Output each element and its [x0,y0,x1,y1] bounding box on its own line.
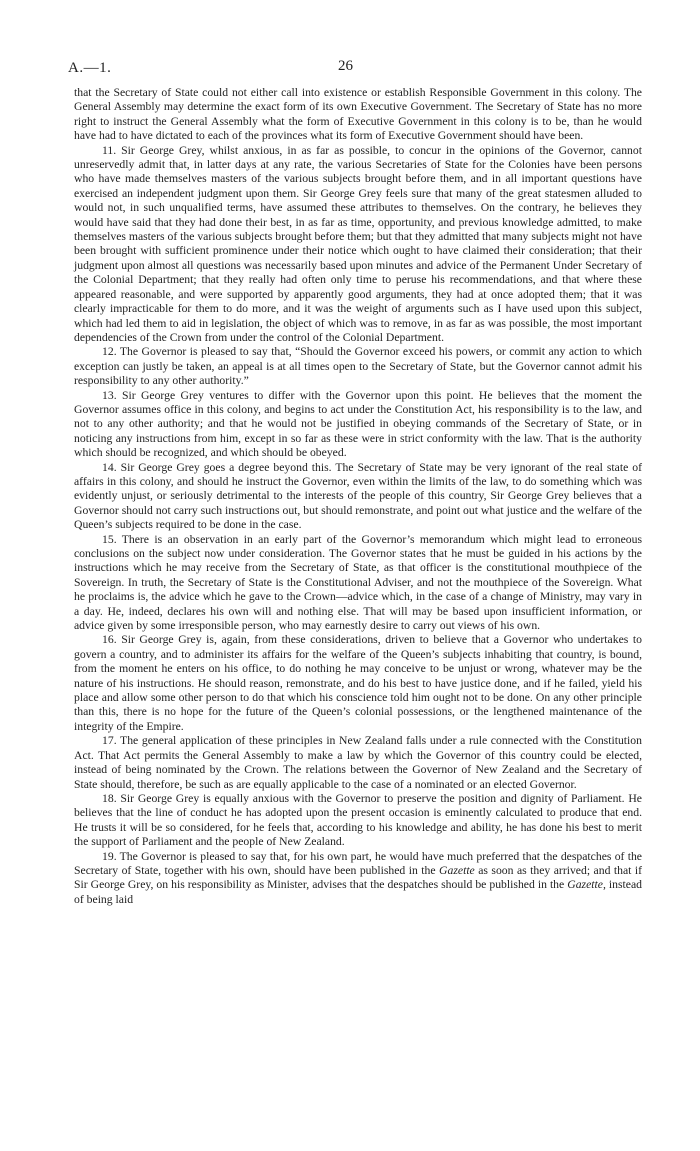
paragraph-12: 12. The Governor is pleased to say that, “Should the Governor exceed his powers, or commit any action to which exception can justly be taken, an appeal is at all times open to the Secretary of State, but the Governor cannot admit his responsibility to any other authority.” [74,345,642,388]
body-text [74,86,642,907]
paragraph-17: 17. The general application of these principles in New Zealand falls under a rule connected with the Constitution Act. That Act permits the General Assembly to make a law by which the Governor of this country could be elected, instead of being nominated by the Crown. The relations between the Governor of New Zealand and the Secretary of State should, therefore, be such as are equally applicable to the case of a nominated or an elected Governor. [74,734,642,791]
gazette-italic-1: Gazette [439,863,475,877]
paragraph-11: 11. Sir George Grey, whilst anxious, in as far as possible, to concur in the opinions of the Governor, cannot unreservedly admit that, in latter days at any rate, the various Secretaries of State for the Colonies have been persons who have made themselves masters of the various subjects brought before them, and in all important questions have exercised an independent judgment upon them. Sir George Grey feels sure that many of the great statesmen alluded to would not, in such unqualified terms, have assumed these attributes to themselves. On the contrary, he believes they would have said that they had done their best, in as far as time, opportunity, and previous knowledge admitted, to make themselves masters of the various subjects brought before them; but that they admitted that many subjects might not have been brought with sufficient prominence under their notice which ought to have claimed their consideration; that their judgment upon almost all questions was necessarily based upon minutes and advice of the Permanent Under Secretary of the Colonial Department; that they really had often only time to peruse his recommendations, and that where these appeared reasonable, and were supported by apparently good arguments, they had at once adopted them; that it was clearly impracticable for them to do more, and it was the weight of arguments such as I have used upon this subject, which had led them to aid in legislation, the object of which was to remove, in as far as was possible, the most important dependencies of the Crown from under the control of the Colonial Department. [74,143,643,344]
paragraph-15: 15. There is an observation in an early part of the Governor’s memorandum which might lead to erroneous conclusions on the subject now under consideration. The Governor states that he must be guided in his actions by the instructions which he may receive from the Secretary of State, as that officer is the constitutional mouthpiece of the Sovereign. In truth, the Secretary of State is the Constitutional Adviser, and not the mouthpiece of the Sovereign. What he proclaims is, the advice which he gave to the Crown—advice which, in the case of a change of Ministry, may vary in a day. He, indeed, declares his own will and nothing else. That will may be based upon insufficient information, or advice given by some irresponsible person, who may earnestly desire to carry out views of his own. [74,532,642,633]
page-number: 26 [338,58,353,74]
paragraph-19-part-3: instead of being laid [74,878,642,906]
document-reference: A.—1. [68,60,112,76]
paragraph-13: 13. Sir George Grey ventures to differ with the Governor upon this point. He believes that the moment the Governor assumes office in this colony, and begins to act under the Constitution Act, his responsibility is to the law, and not to any other authority; and that he would not be justified in obeying commands of the Secretary of State, or in noticing any instructions from him, except in so far as these were in strict conformity with the law. That is the authority which should be recognized, and which should be obeyed. [74,388,642,460]
page-header [68,60,638,82]
paragraph-19 [74,850,642,908]
paragraph-18: 18. Sir George Grey is equally anxious with the Governor to preserve the position and dignity of Parliament. He believes that the line of conduct he has adopted upon the present occasion is eminently calculated to produce that end. He trusts it will be so considered, for he feels that, according to his knowledge and ability, he has done his best to merit the support of Parliament and the people of New Zealand. [74,791,642,849]
paragraph-continued: that the Secretary of State could not either call into existence or establish Responsible Government in this colony. The General Assembly may determine the exact form of its own Executive Government. The Secretary of State has no more right to instruct the General Assembly what the form of Executive Government in this colony is to be, than he would have had to have dictated to each of the provinces what its form of Executive Government should have been. [74,86,642,143]
paragraph-19-part-2: as soon as they arrived; and that if Sir George Grey, on his responsibility as Minister, advises that the despatches should be published in the [74,863,643,892]
paragraph-16: 16. Sir George Grey is, again, from these considerations, driven to believe that a Governor who undertakes to govern a country, and to administer its affairs for the welfare of the Queen’s subjects inhabiting that country, is bound, from the moment he enters on his office, to do nothing he may conceive to be unjust or wrong, whatever may be the nature of his instructions. He should reason, remonstrate, and do his best to have justice done, and if he failed, yield his place and allow some other person to do that which his conscience told him ought not to be done. On any other principle than this, there is no hope for the future of the Queen’s colonial possessions, or the lengthened maintenance of the integrity of the Empire. [74,633,642,733]
gazette-italic-2: Gazette, [567,878,606,892]
paragraph-19-part-1: 19. The Governor is pleased to say that, for his own part, he would have much preferred that the despatches of the Secretary of State, together with his own, should have been published in the [74,849,642,877]
paragraph-14: 14. Sir George Grey goes a degree beyond this. The Secretary of State may be very ignorant of the real state of affairs in this colony, and should he instruct the Governor, even within the limits of the law, to do something which was evidently unjust, or seriously detrimental to the interests of the people of this country, Sir George Grey believes that a Governor should not carry such instructions out, but should remonstrate, and point out what justice and the welfare of the Queen’s subjects required to be done in the case. [74,460,642,532]
